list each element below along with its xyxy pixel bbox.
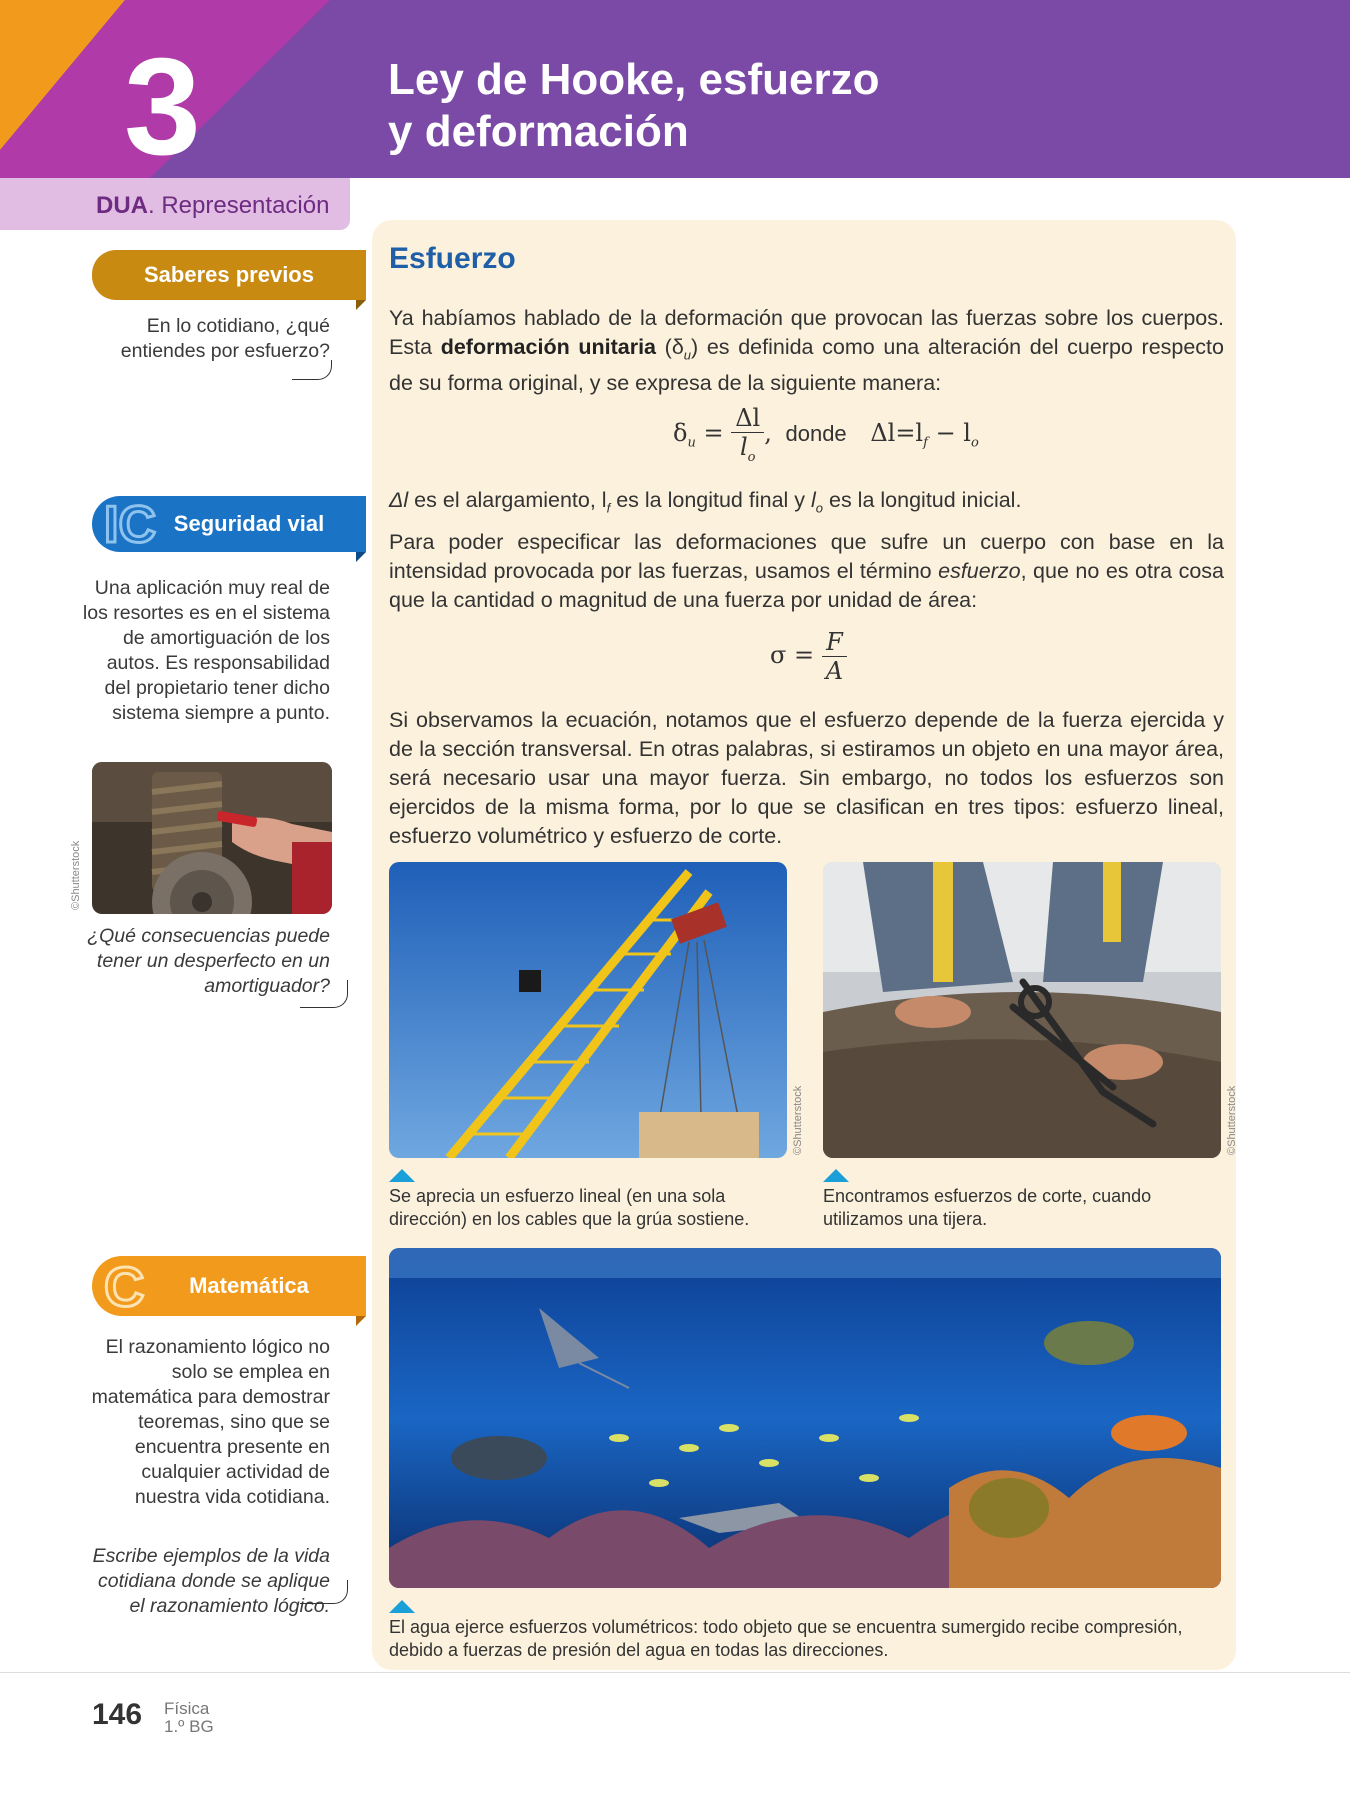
caption-marker-icon: [389, 1600, 415, 1613]
fraction: $\frac{\Delta l}{l_o}$: [731, 404, 764, 465]
seguridad-vial-question: ¿Qué consecuencias puede tener un desperfecto en un amortiguador?: [87, 925, 330, 997]
svg-text:C: C: [104, 1256, 145, 1316]
tab-fold: [356, 552, 366, 562]
shock-absorber-photo: [92, 762, 332, 914]
photo-credit: ©Shutterstock: [70, 840, 82, 910]
scissors-image: [823, 862, 1221, 1158]
matematica-prompt: Escribe ejemplos de la vida cotidiana donde se aplique el razonamiento lógico.: [92, 1545, 330, 1617]
matematica-text: El razonamiento lógico no solo se emplea en matemática para demostrar teoremas, sino que se encuentra presente en cualquier actividad de nuestra vida cotidiana.: [91, 1336, 330, 1508]
paragraph-stress-types: Si observamos la ecuación, notamos que el esfuerzo depende de la fuerza ejercida y de la sección transversal. En otras palabras, si estiramos un objeto en una mayor área, será necesario usar una mayor fuerza. Sin embargo, no todos los esfuerzos son ejercidos de la misma forma, por lo que se clasifican en tres tipos: esfuerzo lineal, esfuerzo volumétrico y esfuerzo de corte.: [389, 708, 1224, 848]
caption-marker-icon: [389, 1169, 415, 1182]
chapter-header: [0, 0, 1350, 178]
dua-label: DUA. Representación: [0, 178, 350, 230]
caption-scissors: Encontramos esfuerzos de corte, cuando utilizamos una tijera.: [823, 1186, 1152, 1229]
footer-subject: Física 1.º BG: [164, 1699, 214, 1736]
ocean-image: [389, 1248, 1221, 1588]
ocean-photo: [389, 1248, 1221, 1588]
caption-crane: Se aprecia un esfuerzo lineal (en una sola dirección) en los cables que la grúa sostiene.: [389, 1186, 750, 1229]
footer-divider: [0, 1672, 1350, 1673]
saberes-previos-text: En lo cotidiano, ¿qué entiendes por esfuerzo?: [120, 315, 330, 362]
equation-unit-deformation: $\delta_u$ = $\frac{\Delta l}{l_o}$ , donde $\Delta l=l_f - l_o$: [673, 404, 979, 465]
seguridad-vial-text: Una aplicación muy real de los resortes es en el sistema de amortiguación de los autos. Es responsabilidad del propietario tener dicho sistema siempre a punto.: [82, 577, 330, 724]
bracket-line: [292, 360, 332, 380]
matematica-tab: [92, 1256, 366, 1316]
paragraph-deformation: Ya habíamos hablado de la deformación que provocan las fuerzas sobre los cuerpos. Esta deformación unitaria $(\delta_u)$ es definida como una alteración del cuerpo respecto de su forma original, y se expresa de la siguiente manera:: [389, 306, 1224, 396]
paragraph-stress-definition: Para poder especificar las deformaciones que sufre un cuerpo con base en la intensidad provocada por las fuerzas, usamos el término esfuerzo, que no es otra cosa que la cantidad o magnitud de una fuerza por unidad de área:: [389, 530, 1224, 612]
tab-fold: [356, 1316, 366, 1326]
seguridad-vial-tab: [92, 496, 366, 552]
saberes-previos-label: Saberes previos: [144, 262, 314, 287]
seguridad-vial-label: Seguridad vial: [173, 511, 325, 536]
chapter-title: Ley de Hooke, esfuerzo y deformación: [388, 55, 880, 156]
svg-text:IC: IC: [104, 496, 156, 552]
bracket-line: [300, 980, 348, 1008]
saberes-previos-tab: [92, 250, 366, 300]
bracket-line: [300, 1580, 348, 1604]
scissors-photo: [823, 862, 1221, 1158]
caption-marker-icon: [823, 1169, 849, 1182]
photo-credit: ©Shutterstock: [792, 1085, 804, 1155]
tab-fold: [356, 300, 366, 310]
equation-stress: σ = $\frac{F}{A}$: [770, 628, 847, 685]
fraction: $\frac{F}{A}$: [822, 628, 847, 685]
caption-ocean: El agua ejerce esfuerzos volumétricos: todo objeto que se encuentra sumergido recibe compresión, debido a fuerzas de presión del agua en todas las direcciones.: [389, 1617, 1183, 1660]
photo-credit: ©Shutterstock: [1226, 1085, 1238, 1155]
crane-image: [389, 862, 787, 1158]
section-title: Esfuerzo: [389, 242, 516, 275]
chapter-number: 3: [124, 30, 201, 178]
paragraph-variables: Δl es el alargamiento, $l_f$ es la longitud final y $l_o$ es la longitud inicial.: [389, 488, 1022, 516]
crane-photo: [389, 862, 787, 1158]
page-number: 146: [92, 1698, 143, 1731]
matematica-label: Matemática: [189, 1273, 309, 1298]
car-suspension-image: [92, 762, 332, 914]
